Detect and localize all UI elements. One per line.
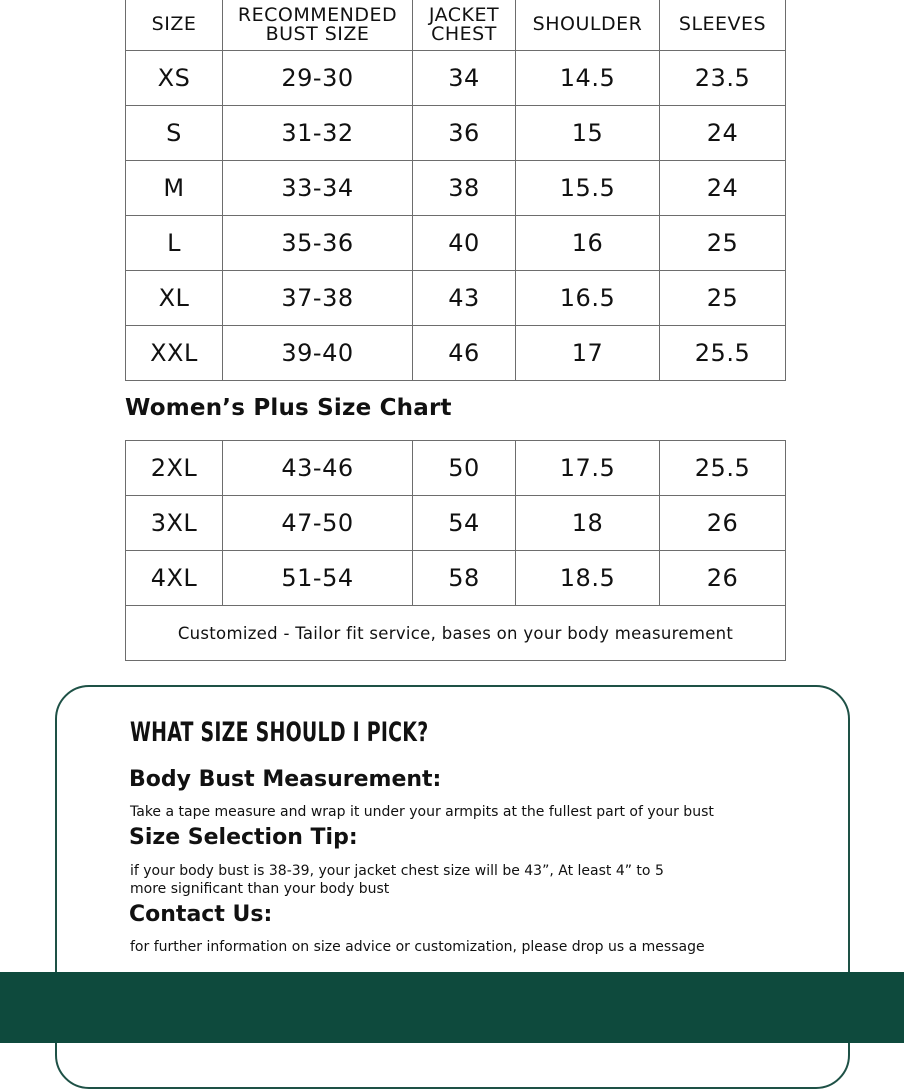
contact-heading: Contact Us: xyxy=(129,902,273,927)
cell-size: 3XL xyxy=(126,496,223,551)
table-row xyxy=(126,51,786,106)
table-row-note xyxy=(126,606,786,661)
table-row xyxy=(126,106,786,161)
cell-size: 2XL xyxy=(126,441,223,496)
cell-sleeves: 24 xyxy=(660,161,786,216)
cell-chest: 43 xyxy=(413,271,516,326)
plus-size-chart-table xyxy=(125,440,786,661)
cell-sleeves: 25 xyxy=(660,216,786,271)
size-chart-table xyxy=(125,0,786,381)
table-row xyxy=(126,551,786,606)
table-row xyxy=(126,326,786,381)
header-sleeves-label: SLEEVES xyxy=(678,13,767,35)
header-shoulder xyxy=(516,0,660,51)
cell-chest: 34 xyxy=(413,51,516,106)
cell-shoulder: 15 xyxy=(516,106,660,161)
cell-size: XXL xyxy=(126,326,223,381)
contact-text: for further information on size advice or customization, please drop us a message xyxy=(130,939,705,955)
cell-bust: 51-54 xyxy=(223,551,413,606)
cell-chest: 38 xyxy=(413,161,516,216)
cell-bust: 47-50 xyxy=(223,496,413,551)
cell-size: XL xyxy=(126,271,223,326)
cell-bust: 33-34 xyxy=(223,161,413,216)
header-size xyxy=(126,0,223,51)
header-shoulder-label: SHOULDER xyxy=(532,13,643,35)
cell-shoulder: 18.5 xyxy=(516,551,660,606)
cell-size: XS xyxy=(126,51,223,106)
cell-shoulder: 14.5 xyxy=(516,51,660,106)
cell-shoulder: 17.5 xyxy=(516,441,660,496)
cell-bust: 35-36 xyxy=(223,216,413,271)
table-row xyxy=(126,271,786,326)
size-tip-line2: more significant than your body bust xyxy=(130,881,390,897)
cell-sleeves: 24 xyxy=(660,106,786,161)
header-recommended-bust-size xyxy=(223,0,413,51)
table-row xyxy=(126,496,786,551)
header-jacket-chest xyxy=(413,0,516,51)
cell-bust: 37-38 xyxy=(223,271,413,326)
body-bust-text: Take a tape measure and wrap it under your armpits at the fullest part of your bust xyxy=(130,804,714,820)
header-size-label: SIZE xyxy=(151,13,197,35)
cell-size: S xyxy=(126,106,223,161)
cell-sleeves: 25.5 xyxy=(660,441,786,496)
cell-shoulder: 16 xyxy=(516,216,660,271)
cell-sleeves: 23.5 xyxy=(660,51,786,106)
cell-size: 4XL xyxy=(126,551,223,606)
cell-size: M xyxy=(126,161,223,216)
cell-bust: 31-32 xyxy=(223,106,413,161)
cell-size: L xyxy=(126,216,223,271)
customization-note: Customized - Tailor fit service, bases on your body measurement xyxy=(126,606,786,661)
cell-bust: 43-46 xyxy=(223,441,413,496)
cell-sleeves: 25.5 xyxy=(660,326,786,381)
size-guide-title: WHAT SIZE SHOULD I PICK? xyxy=(130,717,429,748)
cell-chest: 40 xyxy=(413,216,516,271)
cell-chest: 46 xyxy=(413,326,516,381)
cell-chest: 36 xyxy=(413,106,516,161)
cell-shoulder: 17 xyxy=(516,326,660,381)
table-row xyxy=(126,216,786,271)
size-chart-header-row xyxy=(126,0,786,51)
cell-sleeves: 26 xyxy=(660,551,786,606)
cell-shoulder: 16.5 xyxy=(516,271,660,326)
footer-band xyxy=(0,972,904,1043)
cell-bust: 39-40 xyxy=(223,326,413,381)
cell-bust: 29-30 xyxy=(223,51,413,106)
table-row xyxy=(126,161,786,216)
cell-sleeves: 26 xyxy=(660,496,786,551)
plus-size-chart-title: Women’s Plus Size Chart xyxy=(125,395,452,421)
header-sleeves xyxy=(660,0,786,51)
cell-sleeves: 25 xyxy=(660,271,786,326)
cell-chest: 58 xyxy=(413,551,516,606)
cell-chest: 54 xyxy=(413,496,516,551)
table-row xyxy=(126,441,786,496)
size-tip-heading: Size Selection Tip: xyxy=(129,825,358,850)
size-tip-text xyxy=(130,862,750,898)
header-jacket-line1: JACKET xyxy=(428,3,500,26)
cell-shoulder: 15.5 xyxy=(516,161,660,216)
cell-shoulder: 18 xyxy=(516,496,660,551)
cell-chest: 50 xyxy=(413,441,516,496)
header-jacket-line2: CHEST xyxy=(431,22,497,45)
header-recommended-line1: RECOMMENDED xyxy=(237,3,398,26)
body-bust-heading: Body Bust Measurement: xyxy=(129,767,442,792)
size-tip-line1: if your body bust is 38-39, your jacket chest size will be 43”, At least 4” to 5 xyxy=(130,863,664,879)
header-recommended-line2: BUST SIZE xyxy=(265,22,370,45)
